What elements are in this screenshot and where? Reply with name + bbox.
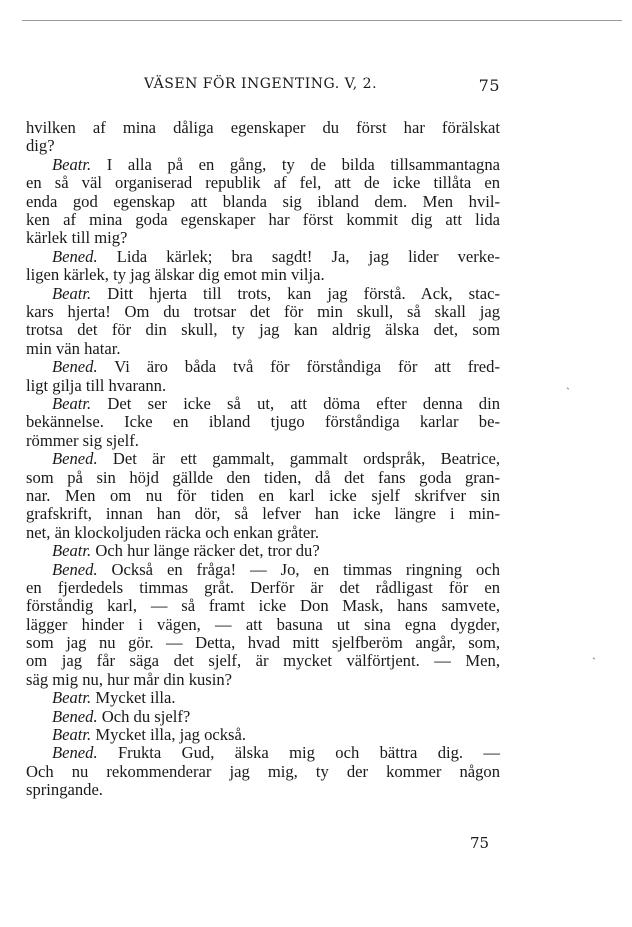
speaker-name: Bened. [52, 743, 98, 763]
text-line: förståndig karl, — så framt icke Don Mask, hans samvete, [26, 596, 500, 616]
text-line: Bened. Frukta Gud, älska mig och bättra dig. — [52, 743, 500, 763]
page-body [26, 119, 500, 800]
text-line: trotsa det för din skull, ty jag kan aldrig älska det, som [26, 320, 500, 340]
speaker-name: Beatr. [52, 154, 92, 174]
text-line: Beatr. Mycket illa. [52, 688, 176, 708]
text-line: Bened. Lida kärlek; bra sagdt! Ja, jag lider verke- [52, 246, 500, 266]
footer-page-number: 75 [470, 834, 490, 852]
text-line: Bened. Det är ett gammalt, gammalt ordspråk, Beatrice, [52, 449, 500, 469]
text-line: Beatr. Det ser icke så ut, att döma efter denna din [52, 393, 500, 413]
text-line: grafskrift, innan han dör, så lefver han icke längre i min- [26, 504, 500, 524]
scan-speck: ˎ [566, 376, 570, 390]
text-line: dig? [26, 136, 55, 156]
text-line: ligt gilja till hvarann. [26, 375, 167, 395]
text-line: min vän hatar. [26, 338, 121, 358]
text-line: Beatr. I alla på en gång, ty de bilda tillsammantagna [52, 154, 500, 174]
header-page-number: 75 [478, 76, 500, 95]
text-line: säg mig nu, hur mår din kusin? [26, 669, 233, 689]
text-line: Beatr. Ditt hjerta till trots, kan jag förstå. Ack, stac- [52, 283, 500, 303]
speaker-name: Beatr. [52, 688, 92, 708]
speaker-name: Bened. [52, 706, 98, 726]
text-line: lägger hinder i vägen, — att basuna ut sina egna dygder, [26, 614, 500, 634]
text-line: hvilken af mina dåliga egenskaper du först har förälskat [26, 118, 500, 137]
text-line: net, än klockoljuden räcka och enkan gråter. [26, 522, 320, 542]
text-line: bekännelse. Icke en ibland tjugo förståndiga karlar be- [26, 412, 500, 432]
text-line: kars hjerta! Om du trotsar det för min skull, så skall jag [26, 301, 500, 321]
text-line: nar. Men om nu för tiden en karl icke sjelf skrifver sin [26, 485, 500, 505]
text-line: Och nu rekommenderar jag mig, ty der kommer någon [26, 761, 500, 781]
speaker-name: Beatr. [52, 541, 92, 561]
text-line: som jag nu gör. — Detta, hvad mitt sjelfberöm angår, som, [26, 633, 500, 653]
text-line: Bened. Vi äro båda två för förståndiga för att fred- [52, 357, 500, 377]
text-line: springande. [26, 780, 103, 800]
text-line: Beatr. Mycket illa, jag också. [52, 725, 247, 745]
text-line: Beatr. Och hur länge räcker det, tror du? [52, 541, 320, 561]
text-line: Bened. Och du sjelf? [52, 706, 191, 726]
speaker-name: Beatr. [52, 725, 92, 745]
text-line: enda god egenskap att blanda sig ibland dem. Men hvil- [26, 191, 500, 211]
text-line: ligen kärlek, ty jag älskar dig emot min vilja. [26, 265, 325, 285]
speaker-name: Bened. [52, 559, 98, 579]
text-line: kärlek till mig? [26, 228, 128, 248]
speaker-name: Beatr. [52, 393, 92, 413]
text-line: om jag får säga det sjelf, är mycket välförtjent. — Men, [26, 651, 500, 671]
speaker-name: Bened. [52, 449, 98, 469]
speaker-name: Beatr. [52, 283, 92, 303]
text-line: en fjerdedels timmas gråt. Derför är det rådligast för en [26, 577, 500, 597]
running-title: VÄSEN FÖR INGENTING. V, 2. [144, 76, 378, 92]
top-scan-rule [22, 20, 622, 21]
text-line: som på sin höjd gällde den tiden, då det fans goda gran- [26, 467, 500, 487]
speaker-name: Bened. [52, 357, 98, 377]
text-line: römmer sig sjelf. [26, 430, 139, 450]
text-line: ken af mina goda egenskaper har först kommit dig att lida [26, 209, 500, 229]
speaker-name: Bened. [52, 246, 98, 266]
text-line: Bened. Också en fråga! — Jo, en timmas ringning och [52, 559, 500, 579]
scan-speck: ˎ [592, 646, 596, 660]
text-line: en så väl organiserad republik af fel, att de icke tillåta en [26, 173, 500, 193]
